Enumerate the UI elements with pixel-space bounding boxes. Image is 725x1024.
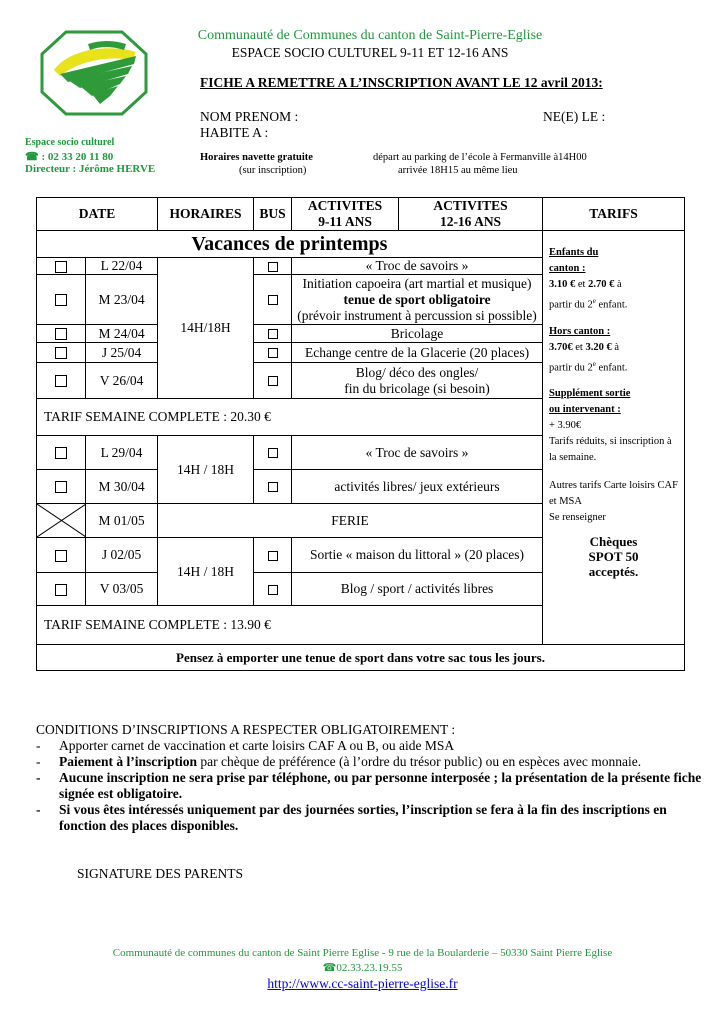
header-activities-9-11-l1: ACTIVITES [307, 198, 383, 213]
cheques-spot [549, 534, 678, 579]
row-activity: « Troc de savoirs » [292, 258, 543, 275]
bus-checkbox-cell[interactable] [254, 343, 292, 363]
bus-checkbox-cell[interactable] [254, 436, 292, 470]
cheques-l3: acceptés. [588, 564, 639, 579]
row-activity [292, 363, 543, 399]
row-activity: Echange centre de la Glacerie (20 places) [292, 343, 543, 363]
row-activity: Blog / sport / activités libres [292, 573, 543, 606]
bus-checkbox-cell[interactable] [254, 275, 292, 325]
cross-icon [37, 504, 86, 537]
tarif-canton-title [549, 245, 678, 277]
tarif-canton-from: partir du 2 [549, 299, 593, 311]
header-activities-12-16 [399, 198, 543, 231]
checkbox-icon[interactable] [55, 584, 67, 596]
contact-label: Espace socio culturel [25, 137, 115, 148]
tarif-hors-text: 3.70€ et 3.20 € à partir du 2e enfant. [549, 341, 628, 373]
signature-label: SIGNATURE DES PARENTS [77, 866, 244, 881]
activity-line: fin du bricolage (si besoin) [344, 380, 490, 396]
header-bus: BUS [254, 198, 292, 231]
cheques-l2: SPOT 50 [588, 549, 639, 564]
tarif-hors-from: partir du 2 [549, 362, 593, 373]
form-title: FICHE A REMETTRE A L’INSCRIPTION AVANT LE 12 avril 2013: [200, 75, 603, 90]
row-activity: activités libres/ jeux extérieurs [292, 470, 543, 504]
shuttle-arrival: arrivée 18H15 au même lieu [398, 165, 518, 176]
activity-line-bold: tenue de sport obligatoire [343, 291, 491, 307]
condition-text: par chèque de préférence (à l’ordre du trésor public) ou en espèces avec monnaie. [197, 754, 642, 769]
row-horaire: 14H / 18H [158, 538, 254, 606]
row-date: M 24/04 [86, 325, 158, 343]
row-activity [292, 275, 543, 325]
bus-checkbox-cell[interactable] [254, 363, 292, 399]
tarif-reduits: Tarifs réduits, si inscription à la semaine. [549, 436, 672, 463]
tarif-week2: TARIF SEMAINE COMPLETE : 13.90 € [37, 606, 543, 645]
row-checkbox[interactable] [37, 275, 86, 325]
bus-checkbox-icon[interactable] [268, 262, 278, 272]
row-date: J 25/04 [86, 343, 158, 363]
footer-link-wrap [30, 976, 695, 992]
tarif-canton-text: 3.10 € et 2.70 € à partir du 2e enfant. [549, 279, 628, 311]
tarif-canton-child: enfant. [595, 299, 628, 311]
tarif-hors-title: Hors canton : [549, 325, 611, 337]
bus-checkbox-icon[interactable] [268, 482, 278, 492]
cheques-l1: Chèques [589, 534, 638, 549]
row-checkbox[interactable] [37, 538, 86, 573]
row-checkbox[interactable] [37, 343, 86, 363]
bus-checkbox-icon[interactable] [268, 376, 278, 386]
condition-text: Aucune inscription ne sera prise par téléphone, ou par personne interposée ; la présentation de la présente fiche signée est obligatoire. [59, 770, 702, 801]
row-checkbox[interactable] [37, 363, 86, 399]
condition-item: - Paiement à l’inscription par chèque de préférence (à l’ordre du trésor public) ou en espèces avec monnaie. [36, 754, 642, 769]
bus-checkbox-cell[interactable] [254, 325, 292, 343]
shuttle-note: (sur inscription) [239, 165, 307, 176]
address-field[interactable]: HABITE A : [200, 125, 269, 140]
website-link[interactable]: http://www.cc-saint-pierre-eglise.fr [267, 976, 458, 991]
row-activity: Bricolage [292, 325, 543, 343]
condition-item: - Si vous êtes intéressés uniquement par des journées sorties, l’inscription se fera à la fin des inscriptions en fonction des places disponibles. [36, 802, 667, 833]
row-checkbox[interactable] [37, 436, 86, 470]
condition-text: Si vous êtes intéressés uniquement par des journées sorties, l’inscription se fera à la fin des inscriptions en fonction des places disponibles. [59, 802, 667, 833]
checkbox-icon[interactable] [55, 375, 67, 387]
tarif-autres: Autres tarifs Carte loisirs CAF et MSA [549, 480, 678, 507]
tarif-hors-price-2: 3.20 € [585, 341, 612, 353]
row-date: M 23/04 [86, 275, 158, 325]
section-title: Vacances de printemps [37, 231, 543, 258]
tarif-week1: TARIF SEMAINE COMPLETE : 20.30 € [37, 399, 543, 436]
activity-line: (prévoir instrument à percussion si possible) [297, 307, 537, 323]
bus-checkbox-icon[interactable] [268, 585, 278, 595]
tarifs-cell [543, 231, 685, 645]
birth-date-field[interactable]: NE(E) LE : [543, 109, 606, 124]
header-tarifs: TARIFS [543, 198, 685, 231]
activity-line: Initiation capoeira (art martial et musique) [302, 275, 532, 291]
row-date: L 22/04 [86, 258, 158, 275]
bus-checkbox-icon[interactable] [268, 348, 278, 358]
bus-checkbox-cell[interactable] [254, 258, 292, 275]
bus-checkbox-cell[interactable] [254, 470, 292, 504]
shuttle-label: Horaires navette gratuite [200, 152, 313, 163]
contact-director: Directeur : Jérôme HERVE [25, 163, 156, 175]
conditions-title: CONDITIONS D’INSCRIPTIONS A RESPECTER OBLIGATOIREMENT : [36, 722, 456, 737]
row-activity: « Troc de savoirs » [292, 436, 543, 470]
checkbox-icon[interactable] [55, 550, 67, 562]
row-activity: FERIE [158, 504, 543, 538]
row-activity: Sortie « maison du littoral » (20 places) [292, 538, 543, 573]
checkbox-icon[interactable] [55, 294, 67, 306]
contact-phone: ☎ : 02 33 20 11 80 [25, 151, 114, 163]
header-activities-9-11-l2: 9-11 ANS [318, 214, 372, 229]
checkbox-icon[interactable] [55, 447, 67, 459]
row-date: V 26/04 [86, 363, 158, 399]
tarif-hors-child: enfant. [595, 362, 628, 373]
row-horaire: 14H / 18H [158, 436, 254, 504]
nom-prenom-field[interactable]: NOM PRENOM : [200, 109, 299, 124]
tarif-supp-title [549, 386, 678, 418]
activity-line: Blog/ déco des ongles/ [355, 364, 479, 380]
center-name: ESPACE SOCIO CULTUREL 9-11 ET 12-16 ANS [231, 45, 509, 60]
row-date: L 29/04 [86, 436, 158, 470]
org-name: Communauté de Communes du canton de Saint-Pierre-Eglise [197, 28, 543, 43]
checkbox-icon[interactable] [55, 481, 67, 493]
condition-item: - Apporter carnet de vaccination et carte loisirs CAF A ou B, ou aide MSA [36, 738, 455, 753]
header-activities-9-11 [292, 198, 399, 231]
condition-item: - Aucune inscription ne sera prise par téléphone, ou par personne interposée ; la présentation de la présente fiche signée est obligatoire. [36, 770, 702, 801]
bus-checkbox-icon[interactable] [268, 551, 278, 561]
header-activities-12-16-l2: 12-16 ANS [439, 214, 502, 229]
crossed-cell [37, 504, 86, 538]
checkbox-icon[interactable] [55, 328, 67, 340]
bus-checkbox-icon[interactable] [268, 448, 278, 458]
bus-checkbox-icon[interactable] [268, 295, 278, 305]
header-activities-12-16-l1: ACTIVITES [433, 198, 508, 213]
header-horaires: HORAIRES [158, 198, 254, 231]
row-date: V 03/05 [86, 573, 158, 606]
condition-text: Apporter carnet de vaccination et carte loisirs CAF A ou B, ou aide MSA [59, 738, 455, 753]
bus-checkbox-icon[interactable] [268, 329, 278, 339]
tarif-supp-title-l1: Supplément sortie [549, 388, 631, 399]
shuttle-departure: départ au parking de l’école à Fermanville à14H00 [373, 152, 587, 163]
checkbox-icon[interactable] [55, 261, 67, 273]
logo [40, 30, 148, 116]
condition-text-bold: Paiement à l’inscription [59, 754, 197, 769]
tarif-canton-title-l2: canton : [549, 263, 586, 274]
activity-table [36, 197, 685, 671]
bus-checkbox-cell[interactable] [254, 538, 292, 573]
bus-checkbox-cell[interactable] [254, 573, 292, 606]
row-date: J 02/05 [86, 538, 158, 573]
checkbox-icon[interactable] [55, 347, 67, 359]
footer-note-row [37, 645, 685, 671]
row-checkbox[interactable] [37, 258, 86, 275]
tarif-canton-title-l1: Enfants du [549, 247, 599, 258]
tarif-canton-price-2: 2.70 € [588, 279, 615, 290]
tarif-canton-price: 3.10 € [549, 279, 576, 290]
tarif-supp-title-l2: ou intervenant : [549, 404, 621, 415]
row-checkbox[interactable] [37, 325, 86, 343]
footer-address: Communauté de communes du canton de Saint Pierre Eglise - 9 rue de la Boularderie – 50330 Saint Pierre Eglise [112, 947, 613, 959]
tarif-hors-price: 3.70€ [549, 341, 573, 353]
tarif-supp-price: + 3.90€ [549, 420, 582, 431]
row-date: M 01/05 [86, 504, 158, 538]
table-header-row [37, 198, 685, 231]
row-horaire: 14H/18H [158, 258, 254, 399]
row-checkbox[interactable] [37, 573, 86, 606]
header-date: DATE [37, 198, 158, 231]
footer-phone: ☎02.33.23.19.55 [322, 962, 403, 974]
row-checkbox[interactable] [37, 470, 86, 504]
conditions [36, 722, 706, 834]
tarif-renseigner: Se renseigner [549, 512, 606, 523]
row-date: M 30/04 [86, 470, 158, 504]
table-footer-note: Pensez à emporter une tenue de sport dans votre sac tous les jours. [37, 645, 685, 671]
